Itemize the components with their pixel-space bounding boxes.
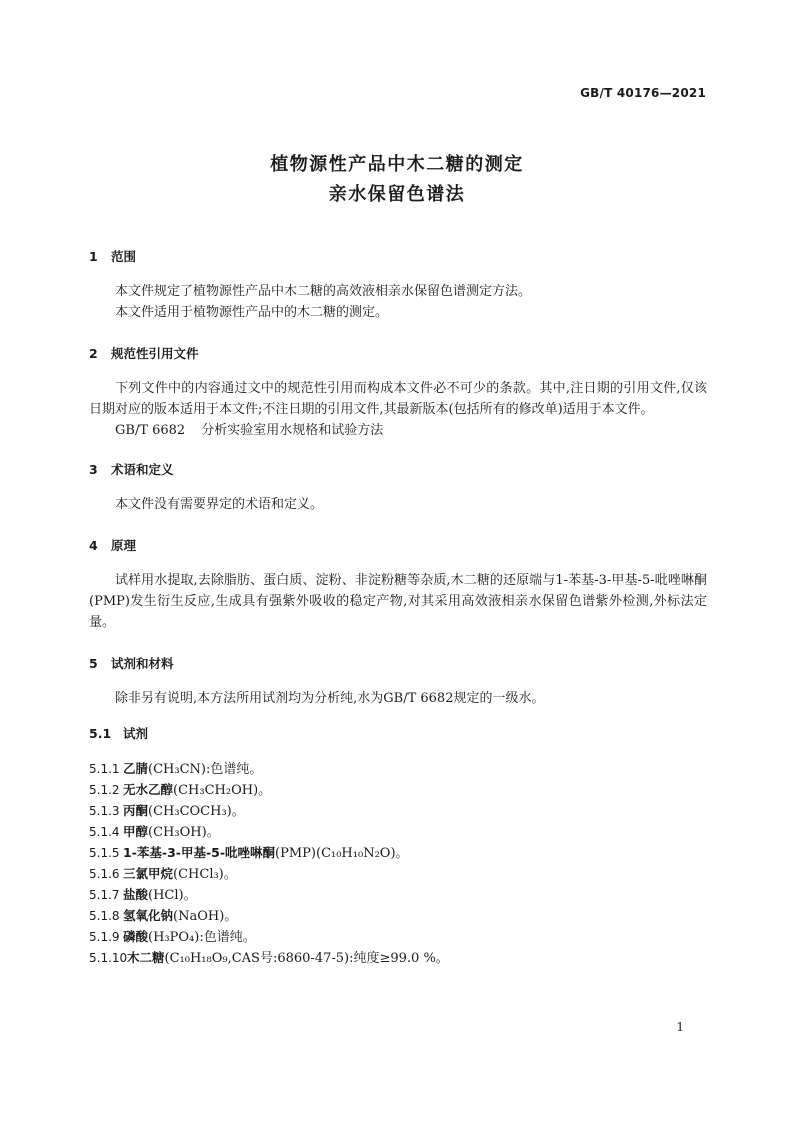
paragraph: 试样用水提取,去除脂肪、蛋白质、淀粉、非淀粉糖等杂质,木二糖的还原端与1-苯基-3-甲基-5-吡唑啉酮(PMP)发生衍生反应,生成具有强紫外吸收的稳定产物,对其采用高效液相亲水保留色谱紫外检测,外标法定量。: [89, 573, 707, 630]
subsection-number: 5.1: [89, 726, 112, 741]
item-name: 丙酮: [123, 803, 149, 818]
item-name: 1-苯基-3-甲基-5-吡唑啉酮: [123, 845, 276, 860]
reagent-item: [89, 863, 707, 884]
section-number: 1: [89, 249, 98, 264]
item-number: 5.1.4: [89, 825, 120, 839]
item-detail: (H₃PO₄):色谱纯。: [148, 930, 256, 945]
reagent-item: [89, 842, 707, 863]
item-detail: (PMP)(C₁₀H₁₀N₂O)。: [275, 846, 409, 861]
item-number: 5.1.10: [89, 951, 128, 965]
item-number: 5.1.7: [89, 888, 120, 902]
item-name: 无水乙醇: [123, 782, 174, 797]
standard-code: GB/T 40176—2021: [580, 86, 706, 100]
section-4-heading: [89, 535, 707, 556]
document-body: [89, 246, 707, 968]
item-name: 氢氧化钠: [123, 908, 174, 923]
item-number: 5.1.3: [89, 804, 120, 818]
item-name: 磷酸: [123, 929, 149, 944]
page-number: 1: [676, 1020, 684, 1034]
title-line-1: 植物源性产品中木二糖的测定: [270, 154, 524, 175]
section-3-heading: [89, 459, 707, 480]
title-line-2: 亲水保留色谱法: [328, 184, 466, 205]
item-number: 5.1.9: [89, 930, 120, 944]
paragraph: 本文件规定了植物源性产品中木二糖的高效液相亲水保留色谱测定方法。: [115, 284, 532, 299]
section-number: 4: [89, 538, 98, 553]
item-number: 5.1.5: [89, 846, 120, 860]
paragraph: 本文件没有需要界定的术语和定义。: [115, 497, 324, 512]
reference-code: GB/T 6682: [115, 423, 186, 438]
reagent-item: [89, 926, 707, 947]
section-2-heading: [89, 343, 707, 364]
item-detail: (CH₃CH₂OH)。: [173, 783, 272, 798]
item-number: 5.1.8: [89, 909, 120, 923]
item-number: 5.1.6: [89, 867, 120, 881]
paragraph: 本文件适用于植物源性产品中的木二糖的测定。: [115, 305, 389, 320]
section-1-heading: [89, 246, 707, 267]
reagent-item: [89, 821, 707, 842]
reagent-item: [89, 905, 707, 926]
reagent-item: [89, 758, 707, 779]
item-name: 盐酸: [123, 887, 149, 902]
section-title: 规范性引用文件: [111, 346, 199, 361]
normative-reference: [89, 420, 707, 441]
item-detail: (CH₃CN):色谱纯。: [148, 762, 263, 777]
reagent-item: [89, 884, 707, 905]
item-name: 三氯甲烷: [123, 866, 174, 881]
section-number: 2: [89, 346, 98, 361]
item-detail: (NaOH)。: [173, 909, 238, 924]
item-detail: (CHCl₃)。: [173, 867, 237, 882]
subsection-5-1-heading: [89, 723, 707, 744]
reagent-item: [89, 947, 707, 968]
section-5-heading: [89, 653, 707, 674]
item-detail: (C₁₀H₁₈O₉,CAS号:6860-47-5):纯度≥99.0 %。: [164, 951, 449, 966]
item-number: 5.1.2: [89, 783, 120, 797]
reagent-item: [89, 779, 707, 800]
item-detail: (CH₃OH)。: [148, 825, 220, 840]
item-name: 乙腈: [123, 761, 149, 776]
section-title: 原理: [111, 538, 137, 553]
item-detail: (HCl)。: [148, 888, 197, 903]
section-number: 3: [89, 462, 98, 477]
item-name: 木二糖: [127, 950, 165, 965]
item-name: 甲醇: [123, 824, 149, 839]
section-title: 范围: [111, 249, 137, 264]
reagent-item: [89, 800, 707, 821]
section-number: 5: [89, 656, 98, 671]
paragraph: 除非另有说明,本方法所用试剂均为分析纯,水为GB/T 6682规定的一级水。: [115, 691, 545, 706]
section-title: 术语和定义: [111, 462, 174, 477]
paragraph: 下列文件中的内容通过文中的规范性引用而构成本文件必不可少的条款。其中,注日期的引用文件,仅该日期对应的版本适用于本文件;不注日期的引用文件,其最新版本(包括所有的修改单)适用于本文件。: [89, 381, 707, 417]
section-title: 试剂和材料: [111, 656, 174, 671]
subsection-title: 试剂: [123, 726, 149, 741]
item-number: 5.1.1: [89, 762, 120, 776]
document-title: [0, 150, 794, 210]
reference-title: 分析实验室用水规格和试验方法: [201, 423, 384, 438]
item-detail: (CH₃COCH₃)。: [148, 804, 245, 819]
reagent-list: [89, 758, 707, 968]
